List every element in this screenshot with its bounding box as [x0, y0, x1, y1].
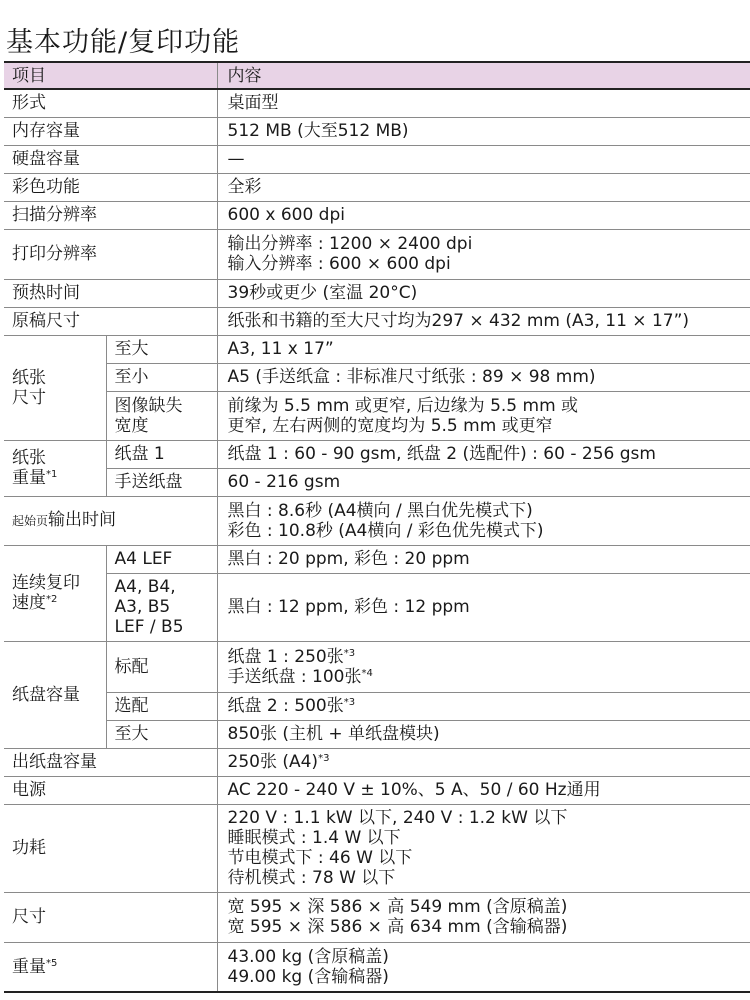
label-line: 尺寸 [12, 387, 46, 408]
value-text: 纸盘 2 : 500张 [227, 696, 344, 716]
table-row [4, 391, 750, 440]
row-label: 打印分辨率 [4, 229, 217, 279]
table-row [4, 363, 750, 391]
value-line: 黑白 : 8.6秒 (A4横向 / 黑白优先模式下) [227, 500, 533, 521]
sub-label: A4 LEF [106, 545, 217, 573]
table-row [4, 496, 750, 545]
row-value: A5 (手送纸盒 : 非标准尺寸纸张 : 89 × 98 mm) [217, 363, 750, 391]
sub-label: 至大 [106, 335, 217, 363]
table-row [4, 335, 750, 363]
value-line: 节电模式下 : 46 W 以下 [227, 848, 413, 868]
table-row [4, 804, 750, 892]
sub-label: 至小 [106, 363, 217, 391]
label-text: 重量 [12, 956, 46, 977]
table-row [4, 279, 750, 307]
footnote-mark: *3 [343, 647, 356, 659]
row-label: 扫描分辨率 [4, 201, 217, 229]
footnote-mark: *2 [46, 594, 58, 605]
table-row [4, 942, 750, 992]
row-value: — [217, 145, 750, 173]
table-row [4, 117, 750, 145]
value-text: 手送纸盘 : 100张 [227, 666, 362, 687]
value-line [228, 667, 750, 687]
group-label-paper-size [4, 335, 106, 440]
sub-label: 纸盘 1 [106, 440, 217, 468]
row-value [217, 692, 750, 720]
row-value: 黑白 : 20 ppm, 彩色 : 20 ppm [217, 545, 750, 573]
value-line: 43.00 kg (含原稿盖) [227, 946, 389, 967]
value-line: 输出分辨率 : 1200 × 2400 dpi [227, 234, 473, 254]
table-row [4, 145, 750, 173]
row-value [217, 804, 750, 892]
row-value: 黑白 : 12 ppm, 彩色 : 12 ppm [217, 573, 750, 641]
row-value [217, 641, 750, 692]
table-row [4, 776, 750, 804]
row-label: 功耗 [4, 804, 217, 892]
value-line: 待机模式 : 78 W 以下 [227, 868, 396, 888]
label-line: 连续复印 [12, 573, 80, 593]
row-value: 850张 (主机 + 单纸盘模块) [217, 720, 750, 748]
row-value: A3, 11 x 17” [217, 335, 750, 363]
row-value: 全彩 [217, 173, 750, 201]
row-label: 内存容量 [4, 117, 217, 145]
table-row [4, 173, 750, 201]
row-value: 60 - 216 gsm [217, 468, 750, 496]
row-value: 纸盘 1 : 60 - 90 gsm, 纸盘 2 (选配件) : 60 - 256 gsm [217, 440, 750, 468]
value-line: 前缘为 5.5 mm 或更窄, 后边缘为 5.5 mm 或 [227, 395, 579, 416]
row-value [217, 942, 750, 992]
row-value: 纸张和书籍的至大尺寸均为297 × 432 mm (A3, 11 × 17”) [217, 307, 750, 335]
row-label: 预热时间 [4, 279, 217, 307]
table-row [4, 229, 750, 279]
page-title: 基本功能/复印功能 [6, 27, 241, 58]
table-header-row [4, 62, 750, 89]
footnote-mark: *4 [361, 667, 373, 679]
table-row [4, 892, 750, 942]
sub-label: 选配 [106, 692, 217, 720]
value-line: 宽 595 × 深 586 × 高 549 mm (含原稿盖) [227, 897, 568, 917]
label-text: 输出时间 [48, 510, 117, 530]
group-label-paper-weight [4, 440, 106, 496]
label-line [12, 593, 106, 613]
value-line: 输入分辨率 : 600 × 600 dpi [227, 254, 451, 274]
group-label-tray-capacity: 纸盘容量 [4, 641, 106, 748]
row-label: 形式 [4, 89, 217, 117]
table-row [4, 641, 750, 692]
row-label: 彩色功能 [4, 173, 217, 201]
value-line [228, 647, 750, 667]
spec-table [4, 61, 750, 993]
table-row [4, 720, 750, 748]
label-line: LEF / B5 [114, 617, 184, 637]
row-label: 电源 [4, 776, 217, 804]
row-value [217, 391, 750, 440]
header-item: 项目 [4, 62, 217, 89]
label-line: A3, B5 [114, 597, 171, 617]
row-value: 600 x 600 dpi [217, 201, 750, 229]
row-value [217, 229, 750, 279]
table-row [4, 692, 750, 720]
label-line: 纸张 [12, 448, 46, 468]
label-prefix: 起始页 [12, 514, 49, 528]
row-label [4, 496, 217, 545]
sub-label: 至大 [106, 720, 217, 748]
row-value [217, 892, 750, 942]
row-label: 尺寸 [4, 892, 217, 942]
label-text: 重量 [12, 468, 46, 488]
label-line: A4, B4, [114, 577, 176, 597]
label-line: 图像缺失 [114, 395, 183, 416]
table-row [4, 440, 750, 468]
header-content: 内容 [217, 62, 750, 89]
table-row [4, 545, 750, 573]
value-line: 220 V : 1.1 kW 以下, 240 V : 1.2 kW 以下 [227, 808, 568, 828]
value-line: 49.00 kg (含输稿器) [227, 966, 389, 987]
label-line [12, 468, 106, 488]
table-row [4, 748, 750, 776]
sub-label: 手送纸盘 [106, 468, 217, 496]
value-line: 宽 595 × 深 586 × 高 634 mm (含输稿器) [227, 917, 568, 937]
row-label: 硬盘容量 [4, 145, 217, 173]
sub-label [106, 391, 217, 440]
value-line: 彩色 : 10.8秒 (A4横向 / 彩色优先模式下) [227, 520, 544, 541]
row-value: 39秒或更少 (室温 20°C) [217, 279, 750, 307]
row-value [217, 496, 750, 545]
table-row [4, 89, 750, 117]
value-line: 睡眠模式 : 1.4 W 以下 [227, 828, 401, 848]
group-label-copy-speed [4, 545, 106, 641]
row-label: 出纸盘容量 [4, 748, 217, 776]
value-line: 更窄, 左右两侧的宽度均为 5.5 mm 或更窄 [227, 415, 553, 436]
footnote-mark: *1 [46, 469, 58, 480]
table-row [4, 307, 750, 335]
row-label [4, 942, 217, 992]
table-row [4, 468, 750, 496]
footnote-mark: *3 [343, 697, 356, 708]
sub-label [106, 573, 217, 641]
value-text: 250张 (A4) [227, 752, 319, 772]
row-value: 桌面型 [217, 89, 750, 117]
row-value: 512 MB (大至512 MB) [217, 117, 750, 145]
footnote-mark: *5 [46, 957, 58, 969]
label-line: 纸张 [12, 367, 46, 388]
row-label: 原稿尺寸 [4, 307, 217, 335]
row-value [217, 748, 750, 776]
sub-label: 标配 [106, 641, 217, 692]
table-row [4, 201, 750, 229]
label-text: 速度 [12, 593, 46, 613]
table-row [4, 573, 750, 641]
footnote-mark: *3 [318, 753, 330, 764]
row-value: AC 220 - 240 V ± 10%、5 A、50 / 60 Hz通用 [217, 776, 750, 804]
value-text: 纸盘 1 : 250张 [227, 646, 344, 667]
label-line: 宽度 [114, 415, 149, 436]
